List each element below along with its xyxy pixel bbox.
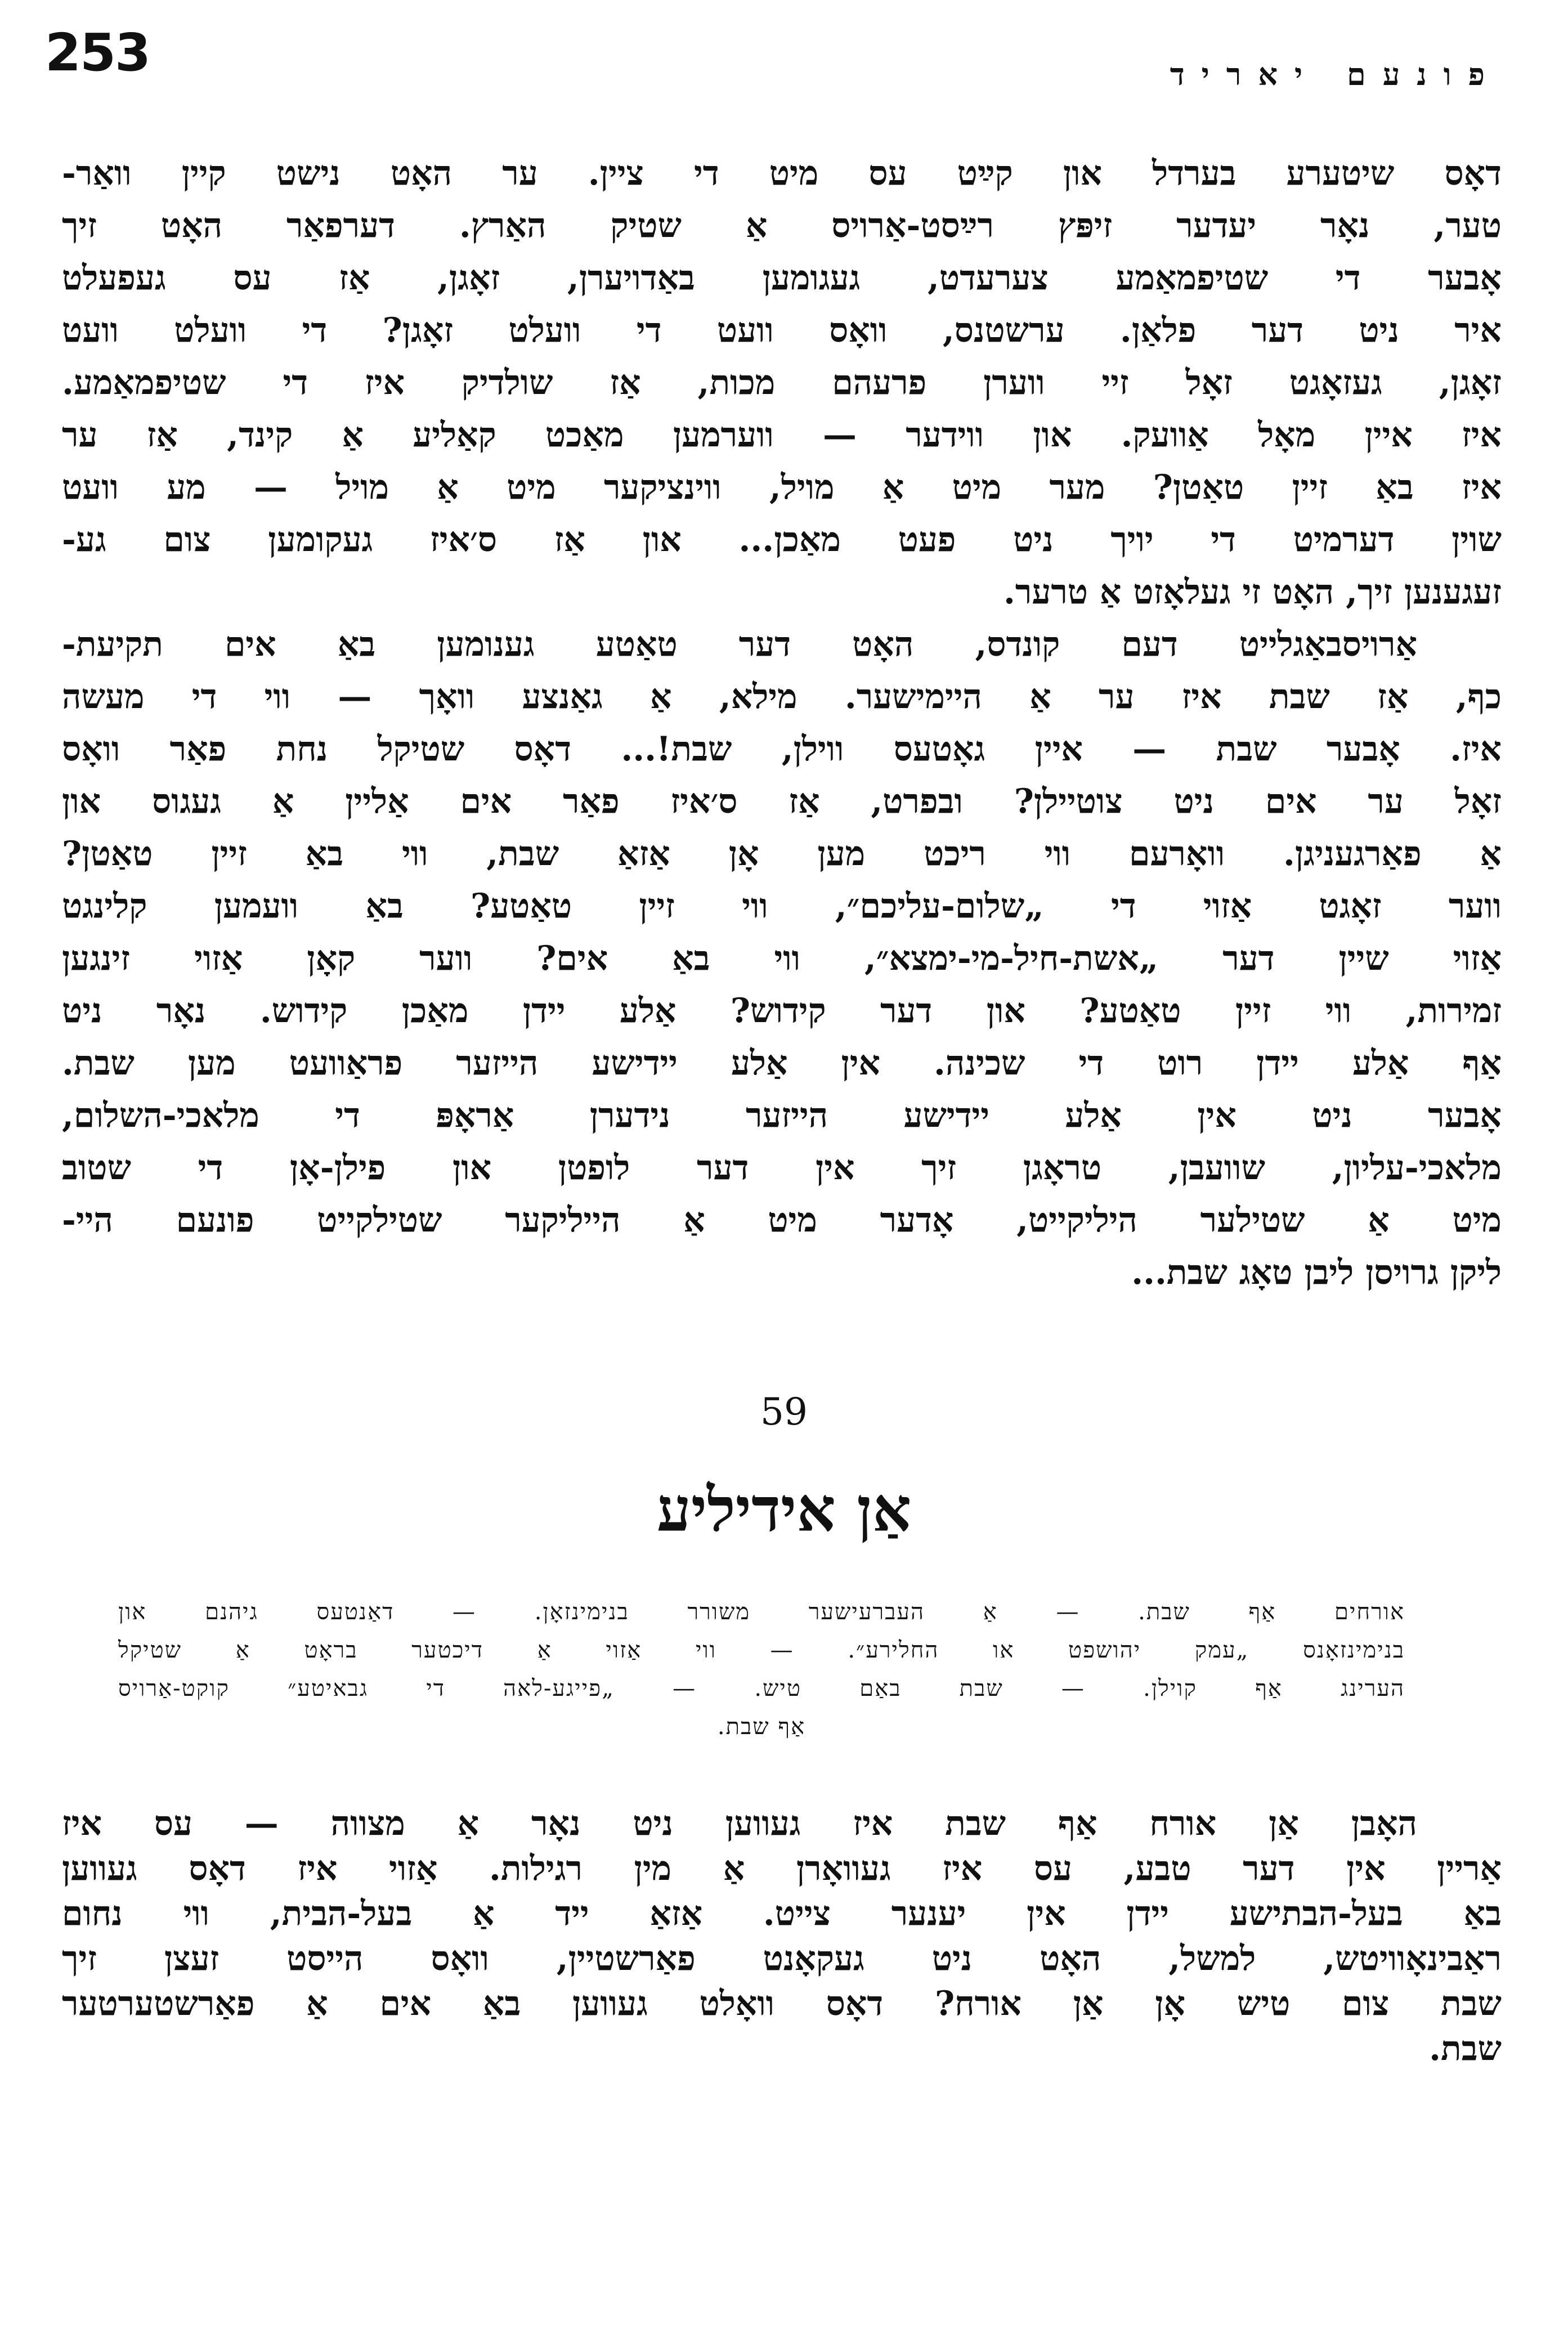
text-line: אָבער די שטיפמאַמע צערעדט, געגומען באַדויערן, זאָגן, אַז עס געפעלט [62, 258, 1502, 298]
paragraph-1 [62, 147, 1502, 619]
bottom-text-block [62, 1801, 1502, 2071]
running-head: פונעם יאריד [1170, 56, 1502, 92]
chapter-summary [118, 1593, 1405, 1746]
text-line: אורחים אַף שבת. — אַ העברעישער משורר בנימינזאָן. — דאַנטעס גיהנם און [118, 1599, 1405, 1625]
text-line: זאָל ער אים ניט צוטיילן? ובפרט, אַז ס׳איז פאַר אים אַליין אַ געגוס און [62, 782, 1502, 821]
chapter-title: אַן אידיליע [656, 1475, 912, 1546]
text-line: אַריין אין דער טבע, עס איז געוואָרן אַ מין רגילות. אַזוי איז דאָס געווען [62, 1849, 1502, 1888]
text-line: איז איין מאָל אַוועק. און ווידער — ווערמען מאַכט קאַליע אַ קינד, אַז ער [62, 415, 1502, 455]
text-line: אַ פאַרגעניגן. וואָרעם ווי ריכט מען אָן אַזאַ שבת, ווי באַ זיין טאַטן? [62, 834, 1502, 874]
top-text-block [62, 147, 1502, 1299]
paragraph-3 [62, 1801, 1502, 2071]
text-line: אָבער ניט אין אַלע יידישע הייזער נידערן אַראָפּ די מלאכי-השלום, [62, 1096, 1502, 1135]
text-line: האָבן אַן אורח אַף שבת איז געווען ניט נאָר אַ מצווה — עס איז [62, 1804, 1418, 1843]
text-line: איז באַ זיין טאַטן? מער מיט אַ מויל, ווינציקער מיט אַ מויל — מע וועט [62, 468, 1502, 507]
text-line: ראַבינאָוויטש, למשל, האָט ניט געקאָנט פאַרשטיין, וואָס הייסט זעצן זיך [62, 1939, 1502, 1978]
text-line: ליקן גרויסן ליבן טאָג שבת... [1131, 1253, 1502, 1292]
text-line: טער, נאָר יעדער זיפּץ רײַסט-אַרויס אַ שטיק האַרץ. דערפאַר האָט זיך [62, 206, 1502, 245]
text-line: איר ניט דער פלאַן. ערשטנס, וואָס וועט די וועלט זאָגן? די וועלט וועט [62, 311, 1502, 350]
text-line: שבת צום טיש אָן אַן אורח? דאָס וואָלט געווען באַ אים אַ פאַרשטערטער [62, 1984, 1502, 2023]
text-line: אַף שבת. [717, 1714, 806, 1740]
page-number: 253 [45, 23, 150, 83]
text-line: מיט אַ שטילער היליקייט, אָדער מיט אַ הייליקער שטילקייט פונעם היי- [62, 1201, 1502, 1240]
text-line: ווער זאָגט אַזוי די „שלום-עליכם״, ווי זיין טאַטע? באַ וועמען קלינגט [62, 886, 1502, 926]
text-line: בנימינזאָנס „עמק יהושפט או החלירע״. — ווי אַזוי אַ דיכטער בראָט אַ שטיקל [118, 1637, 1405, 1663]
text-line: כף, אַז שבת איז ער אַ היימישער. מילא, אַ גאַנצע וואָך — ווי די מעשה [62, 677, 1502, 716]
text-line: הערינג אַף קוילן. — שבת באַם טיש. — „פייגע-לאה די גבאיטע״ קוקט-אַרויס [118, 1676, 1405, 1701]
text-line: אַרויסבאַגלייט דעם קונדס, האָט דער טאַטע גענומען באַ אים תקיעת- [62, 625, 1417, 664]
text-line: אַזוי שיין דער „אשת-חיל-מי-ימצא״, ווי באַ אים? ווער קאָן אַזוי זינגען [62, 939, 1502, 978]
text-line: איז. אָבער שבת — איין גאָטעס ווילן, שבת!... דאָס שטיקל נחת פאַר וואָס [62, 729, 1502, 769]
chapter-number: 59 [760, 1390, 808, 1434]
text-line: זמירות, ווי זיין טאַטע? און דער קידוש? אַלע יידן מאַכן קידוש. נאָר ניט [62, 991, 1502, 1031]
text-line: זאָגן, געזאָגט זאָל זיי ווערן פרעהם מכות, אַז שולדיק איז די שטיפמאַמע. [62, 363, 1502, 402]
text-line: שבת. [1429, 2029, 1502, 2068]
text-line: מלאכי-עליון, שוועבן, טראָגן זיך אין דער לופטן און פילן-אָן די שטוב [62, 1148, 1502, 1188]
paragraph-2 [62, 619, 1502, 1299]
text-line: דאָס שיטערע בערדל און קײַט עס מיט די ציין. ער האָט נישט קיין וואַר- [62, 154, 1502, 193]
text-line: אַף אַלע יידן רוט די שכינה. אין אַלע יידישע הייזער פראַוועט מען שבת. [62, 1043, 1502, 1083]
text-line: זעגענען זיך, האָט זי געלאָזט אַ טרער. [1003, 572, 1502, 612]
text-line: שוין דערמיט די יויך ניט פעט מאַכן... און אַז ס׳איז געקומען צום גע- [62, 520, 1502, 559]
text-line: באַ בעל-הבתישע יידן אין יענער צייט. אַזאַ ייד אַ בעל-הבית, ווי נחום [62, 1894, 1502, 1933]
